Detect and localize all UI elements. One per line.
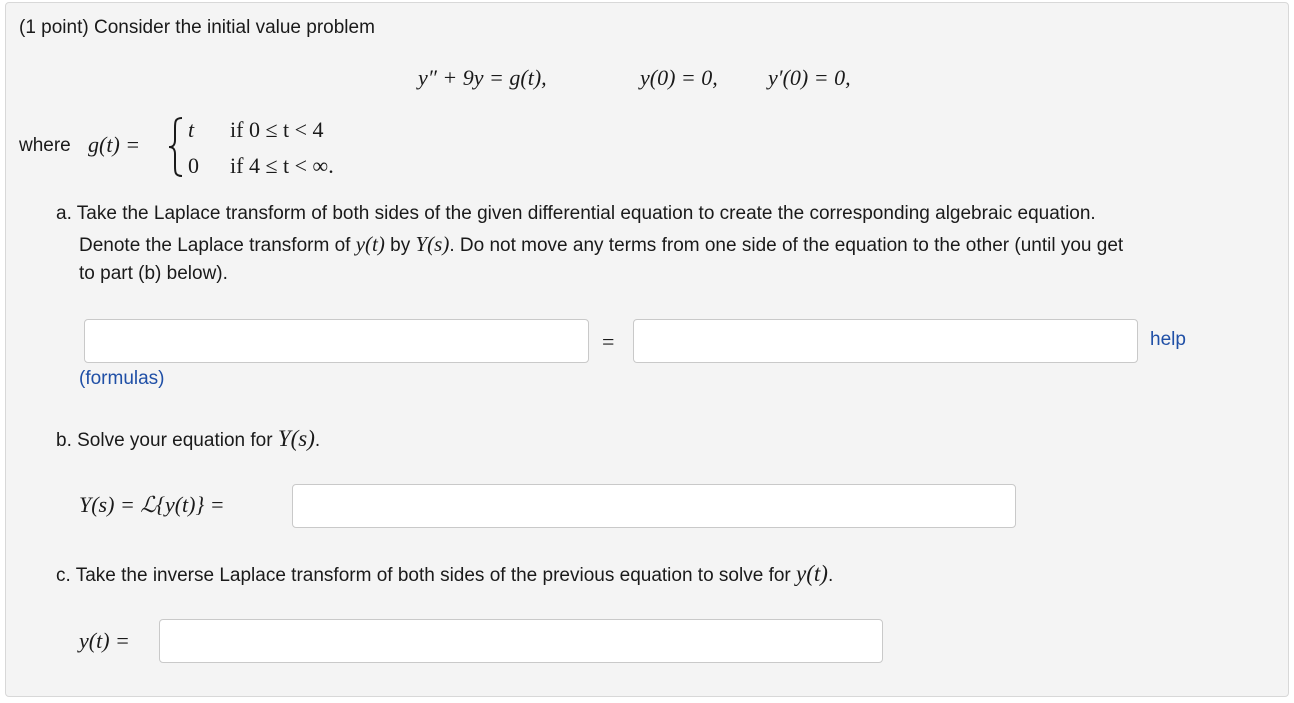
ode-equation: y″ + 9y = g(t),: [418, 65, 547, 90]
Ys-input[interactable]: [292, 484, 1016, 528]
part-c-label: y(t) =: [79, 628, 130, 653]
case1-condition: if 0 ≤ t < 4: [230, 117, 324, 142]
case2-condition: if 4 ≤ t < ∞.: [230, 153, 334, 178]
case1-value: t: [188, 117, 195, 142]
help-link[interactable]: help: [1150, 329, 1186, 350]
curly-brace: [166, 116, 186, 178]
g-lhs: g(t) =: [88, 132, 141, 157]
yt-input[interactable]: [159, 619, 883, 663]
case2-value: 0: [188, 153, 199, 178]
part-b-label: Y(s) = ℒ{y(t)} =: [79, 492, 225, 517]
formulas-link[interactable]: (formulas): [79, 368, 165, 389]
part-c-prompt: c. Take the inverse Laplace transform of both sides of the previous equation to solve for y(t).: [56, 561, 834, 586]
laplace-lhs-input[interactable]: [84, 319, 589, 363]
where-label: where: [19, 135, 71, 156]
part-b-prompt: b. Solve your equation for Y(s).: [56, 426, 321, 451]
part-a-line1: a. Take the Laplace transform of both sides of the given differential equation to create the corresponding algebraic equation.: [56, 203, 1096, 224]
equals-sign: =: [602, 329, 615, 354]
laplace-rhs-input[interactable]: [633, 319, 1138, 363]
part-a-line2: Denote the Laplace transform of y(t) by Y(s). Do not move any terms from one side of the equation to the other (until you get: [79, 232, 1124, 256]
problem-header: (1 point) Consider the initial value problem: [19, 17, 375, 38]
initial-condition-2: y′(0) = 0,: [768, 65, 851, 90]
part-a-line3: to part (b) below).: [79, 263, 228, 284]
initial-condition-1: y(0) = 0,: [640, 65, 718, 90]
